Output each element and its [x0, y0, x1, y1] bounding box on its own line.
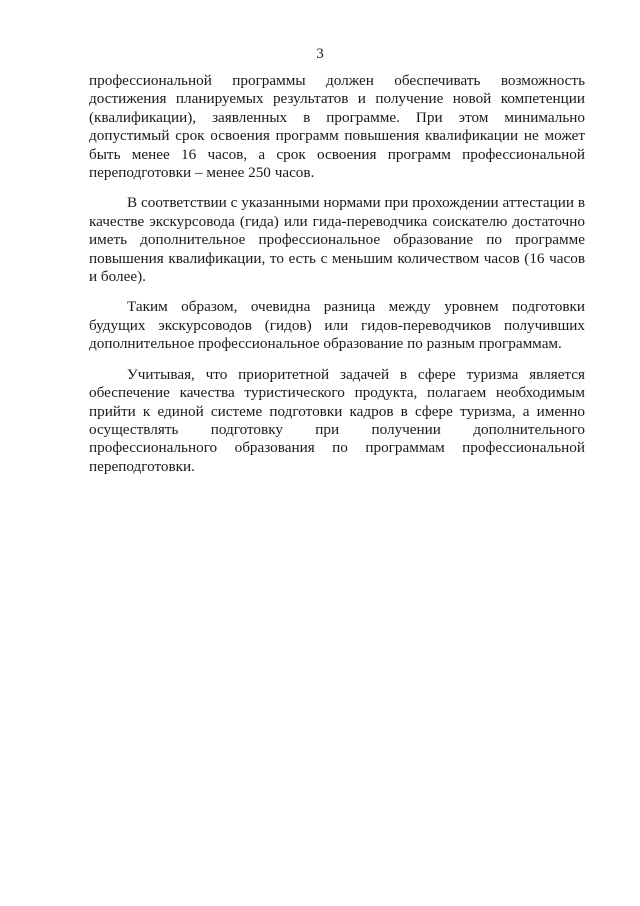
page-number: 3: [316, 46, 324, 62]
paragraph-proposal: Учитывая, что приоритетной задачей в сфере туризма является обеспечение качества туристического продукта, полагаем необходимым прийти к единой системе подготовки кадров в сфере туризма, а именно осуществлять подготовку при получении дополнительного профессионального образования по программам профессиональной переподготовки.: [89, 365, 585, 475]
paragraph-continuation: профессиональной программы должен обеспечивать возможность достижения планируемых результатов и получение новой компетенции (квалификации), заявленных в программе. При этом минимально допустимый срок освоения программ повышения квалификации не может быть менее 16 часов, а срок освоения программ профессиональной переподготовки – менее 250 часов.: [89, 72, 585, 182]
document-body: [89, 72, 585, 488]
paragraph-attestation: В соответствии с указанными нормами при прохождении аттестации в качестве экскурсовода (гида) или гида-переводчика соискателю достаточно иметь дополнительное профессиональное образование по программе повышения квалификации, то есть с меньшим количеством часов (16 часов и более).: [89, 194, 585, 286]
paragraph-conclusion: Таким образом, очевидна разница между уровнем подготовки будущих экскурсоводов (гидов) или гидов-переводчиков получивших дополнительное профессиональное образование по разным программам.: [89, 298, 585, 353]
